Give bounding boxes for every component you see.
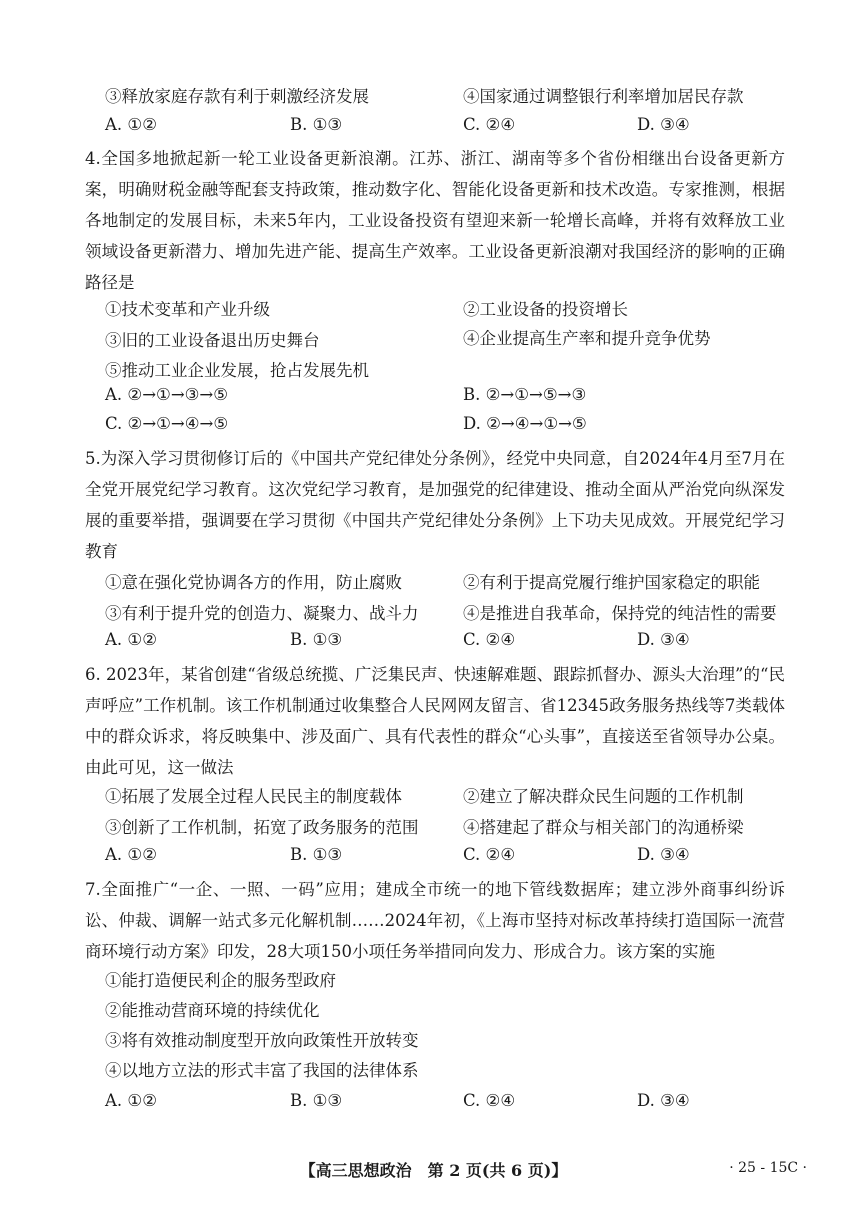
q7-statement-3: ③将有效推动制度型开放向政策性开放转变: [105, 1031, 419, 1050]
q4-statement-1: ①技术变革和产业升级: [105, 300, 270, 319]
q4-statement-5: ⑤推动工业企业发展，抢占发展先机: [105, 361, 369, 380]
q3-choice-b: B. ①③: [290, 115, 343, 134]
q5-choice-b: B. ①③: [290, 630, 343, 649]
q5-choice-c: C. ②④: [463, 630, 516, 649]
q4-choice-c: C. ②→①→④→⑤: [105, 414, 229, 433]
q5-statement-4: ④是推进自我革命，保持党的纯洁性的需要: [463, 604, 777, 623]
q5-statement-2: ②有利于提高党履行维护国家稳定的职能: [463, 573, 760, 592]
q4-choice-a: A. ②→①→③→⑤: [105, 385, 229, 404]
q3-choice-a: A. ①②: [105, 115, 157, 134]
q4-statement-4: ④企业提高生产率和提升竞争优势: [463, 329, 711, 348]
q4-choice-d: D. ②→④→①→⑤: [463, 414, 587, 433]
q6-choice-a: A. ①②: [105, 845, 157, 864]
q7-statement-1: ①能打造便民利企的服务型政府: [105, 971, 336, 990]
q4-stem: 4.全国多地掀起新一轮工业设备更新浪潮。江苏、浙江、湖南等多个省份相继出台设备更新方案，明确财税金融等配套支持政策，推动数字化、智能化设备更新和技术改造。专家推测，根据各地制定的发展目标，未来5年内，工业设备投资有望迎来新一轮增长高峰，并将有效释放工业领域设备更新潜力、增加先进产能、提高生产效率。工业设备更新浪潮对我国经济的影响的正确路径是: [85, 149, 785, 292]
q7-choice-a: A. ①②: [105, 1091, 157, 1110]
q3-choice-c: C. ②④: [463, 115, 516, 134]
q4-choice-b: B. ②→①→⑤→③: [463, 385, 587, 404]
q6-statement-3: ③创新了工作机制，拓宽了政务服务的范围: [105, 818, 419, 837]
q6-statement-2: ②建立了解决群众民生问题的工作机制: [463, 787, 744, 806]
q6-statement-1: ①拓展了发展全过程人民民主的制度载体: [105, 787, 402, 806]
q6-choice-d: D. ③④: [637, 845, 690, 864]
q4-statement-3: ③旧的工业设备退出历史舞台: [105, 331, 320, 350]
q7-statement-2: ②能推动营商环境的持续优化: [105, 1001, 320, 1020]
q6-choice-b: B. ①③: [290, 845, 343, 864]
q7-choice-c: C. ②④: [463, 1091, 516, 1110]
q5-statement-1: ①意在强化党协调各方的作用，防止腐败: [105, 573, 402, 592]
q7-stem: 7.全面推广“一企、一照、一码”应用；建成全市统一的地下管线数据库；建立涉外商事纠纷诉讼、仲裁、调解一站式多元化解机制……2024年初，《上海市坚持对标改革持续打造国际一流营商环境行动方案》印发，28大项150小项任务举措同向发力、形成合力。该方案的实施: [85, 880, 785, 961]
q5-stem: 5.为深入学习贯彻修订后的《中国共产党纪律处分条例》，经党中央同意，自2024年4月至7月在全党开展党纪学习教育。这次党纪学习教育，是加强党的纪律建设、推动全面从严治党向纵深发展的重要举措，强调要在学习贯彻《中国共产党纪律处分条例》上下功夫见成效。开展党纪学习教育: [85, 449, 785, 561]
q3-choice-d: D. ③④: [637, 115, 690, 134]
q3-statement-4: ④国家通过调整银行利率增加居民存款: [463, 87, 744, 106]
q6-statement-4: ④搭建起了群众与相关部门的沟通桥梁: [463, 818, 744, 837]
q7-statement-4: ④以地方立法的形式丰富了我国的法律体系: [105, 1061, 419, 1080]
q7-choice-b: B. ①③: [290, 1091, 343, 1110]
q5-statement-3: ③有利于提升党的创造力、凝聚力、战斗力: [105, 604, 419, 623]
q7-choice-d: D. ③④: [637, 1091, 690, 1110]
q5-choice-a: A. ①②: [105, 630, 157, 649]
q4-statement-2: ②工业设备的投资增长: [463, 300, 628, 319]
page-footer-code: · 25 - 15C ·: [729, 1160, 807, 1176]
q3-statement-3: ③释放家庭存款有利于刺激经济发展: [105, 87, 369, 106]
q5-choice-d: D. ③④: [637, 630, 690, 649]
page-footer-title: 【高三思想政治 第 2 页(共 6 页)】: [299, 1161, 568, 1180]
q6-choice-c: C. ②④: [463, 845, 516, 864]
q6-stem: 6. 2023年，某省创建“省级总统揽、广泛集民声、快速解难题、跟踪抓督办、源头大治理”的“民声呼应”工作机制。该工作机制通过收集整合人民网网友留言、省12345政务服务热线等7类载体中的群众诉求，将反映集中、涉及面广、具有代表性的群众“心头事”，直接送至省领导办公桌。由此可见，这一做法: [85, 665, 785, 777]
